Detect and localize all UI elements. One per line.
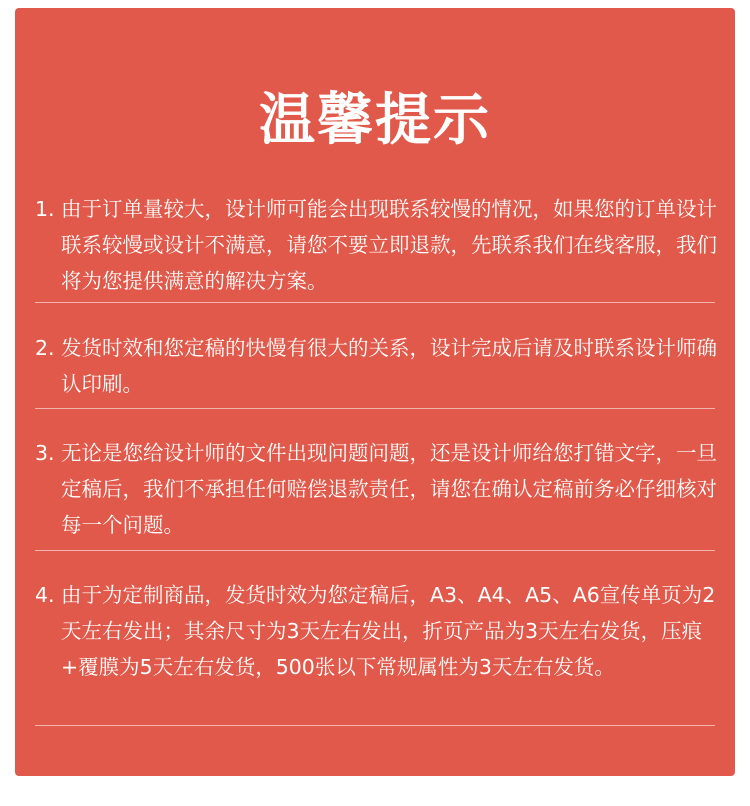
notice-item-number: 1.	[35, 197, 55, 221]
divider	[35, 550, 715, 551]
notice-item-number: 4.	[35, 583, 55, 607]
notice-item-text: 由于订单量较大，设计师可能会出现联系较慢的情况，如果您的订单设计联系较慢或设计不满意，请您不要立即退款，先联系我们在线客服，我们将为您提供满意的解决方案。	[61, 197, 717, 293]
notice-item-1	[35, 191, 725, 299]
notice-item-number: 3.	[35, 441, 55, 465]
notice-item-4	[35, 577, 725, 685]
divider	[35, 408, 715, 409]
notice-item-2	[35, 330, 725, 402]
notice-item-3	[35, 435, 725, 543]
notice-item-text: 由于为定制商品，发货时效为您定稿后，A3、A4、A5、A6宣传单页为2天左右发出；其余尺寸为3天左右发出，折页产品为3天左右发货，压痕+覆膜为5天左右发货，500张以下常规属性为3天左右发货。	[61, 583, 716, 679]
notice-item-text: 发货时效和您定稿的快慢有很大的关系，设计完成后请及时联系设计师确认印刷。	[61, 336, 717, 396]
notice-item-text: 无论是您给设计师的文件出现问题问题，还是设计师给您打错文字，一旦定稿后，我们不承担任何赔偿退款责任，请您在确认定稿前务必仔细核对每一个问题。	[61, 441, 717, 537]
notice-item-number: 2.	[35, 336, 55, 360]
notice-card	[15, 8, 735, 776]
divider	[35, 725, 715, 726]
notice-title: 温馨提示	[259, 88, 491, 153]
divider	[35, 302, 715, 303]
